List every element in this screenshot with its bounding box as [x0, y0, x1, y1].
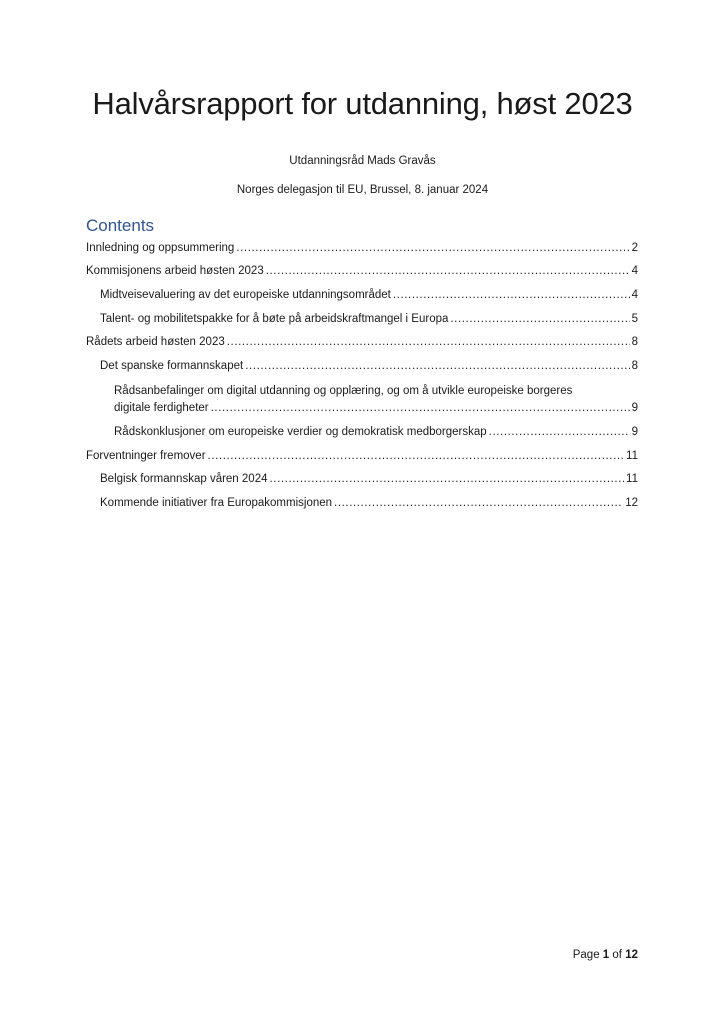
toc-leader-dots: [393, 287, 630, 303]
toc-entry-kommisjonens-arbeid[interactable]: [86, 263, 638, 279]
toc-entry-radsanbefalinger-line1[interactable]: Rådsanbefalinger om digital utdanning og opplæring, og om å utvikle europeiske borgeres: [114, 385, 573, 397]
toc-leader-dots: [245, 358, 629, 374]
toc-entry-radskonklusjoner[interactable]: [114, 424, 638, 440]
toc-leader-dots: [270, 471, 625, 487]
toc-entry-forventninger[interactable]: [86, 448, 638, 464]
toc-entry-page: 9: [631, 402, 638, 414]
footer-of-text: of: [612, 949, 622, 961]
toc-entry-label: Forventninger fremover: [86, 450, 206, 462]
page-footer: [573, 949, 638, 961]
document-title: Halvårsrapport for utdanning, høst 2023: [92, 86, 633, 121]
toc-entry-page: 8: [631, 360, 638, 372]
toc-entry-belgisk-formannskap[interactable]: [100, 471, 638, 487]
toc-leader-dots: [211, 400, 630, 416]
toc-entry-label: Midtveisevaluering av det europeiske utdanningsområdet: [100, 289, 391, 301]
toc-entry-label: Belgisk formannskap våren 2024: [100, 473, 268, 485]
toc-entry-radsanbefalinger[interactable]: [114, 400, 638, 416]
toc-entry-label: digitale ferdigheter: [114, 402, 209, 414]
footer-page-prefix: Page: [572, 949, 600, 961]
toc-entry-radets-arbeid[interactable]: [86, 334, 638, 350]
toc-leader-dots: [266, 263, 630, 279]
toc-entry-page: 4: [631, 289, 638, 301]
toc-entry-page: 2: [631, 242, 638, 254]
toc-entry-label: Rådets arbeid høsten 2023: [86, 336, 225, 348]
toc-leader-dots: [334, 495, 623, 511]
toc-entry-page: 11: [626, 450, 638, 462]
toc-entry-innledning[interactable]: [86, 240, 638, 256]
toc-leader-dots: [227, 334, 630, 350]
toc-leader-dots: [489, 424, 630, 440]
toc-leader-dots: [208, 448, 625, 464]
footer-current-page: 1: [602, 949, 610, 961]
toc-entry-page: 11: [626, 473, 638, 485]
document-affiliation: Norges delegasjon til EU, Brussel, 8. januar 2024: [236, 184, 489, 196]
toc-entry-label: Rådskonklusjoner om europeiske verdier og demokratisk medborgerskap: [114, 426, 487, 438]
toc-entry-page: 4: [631, 265, 638, 277]
footer-total-pages: 12: [625, 949, 638, 961]
toc-entry-label: Innledning og oppsummering: [86, 242, 235, 254]
document-author: Utdanningsråd Mads Gravås: [289, 155, 436, 167]
toc-entry-label: Talent- og mobilitetspakke for å bøte på arbeidskraftmangel i Europa: [100, 313, 449, 325]
toc-leader-dots: [450, 311, 629, 327]
toc-entry-spanske-formannskapet[interactable]: [100, 358, 638, 374]
toc-entry-page: 9: [631, 426, 638, 438]
toc-entry-page: 8: [631, 336, 638, 348]
toc-entry-label: Kommende initiativer fra Europakommisjonen: [100, 497, 333, 509]
toc-entry-page: 5: [631, 313, 638, 325]
toc-entry-label: Det spanske formannskapet: [100, 360, 244, 372]
toc-entry-label: Kommisjonens arbeid høsten 2023: [86, 265, 264, 277]
toc-entry-talent-mobilitetspakke[interactable]: [100, 311, 638, 327]
toc-heading: Contents: [86, 216, 155, 235]
toc-leader-dots: [236, 240, 629, 256]
toc-entry-midtveisevaluering[interactable]: [100, 287, 638, 303]
toc-entry-page: 12: [625, 497, 638, 509]
toc-entry-kommende-initiativer[interactable]: [100, 495, 638, 511]
